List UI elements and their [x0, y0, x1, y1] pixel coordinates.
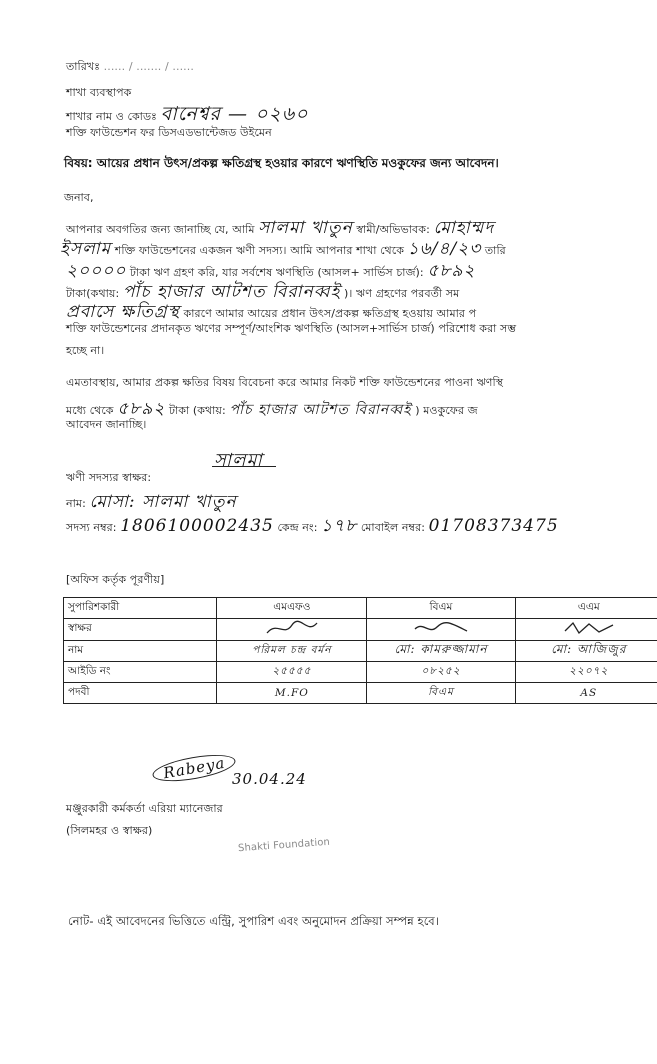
- body-text: টাকা(কথায়:: [66, 287, 120, 300]
- table-cell: ২৫৫৫৫: [217, 662, 367, 683]
- date-label: তারিখঃ: [66, 60, 101, 73]
- approver-signature: Rabeya: [151, 750, 238, 786]
- mobile-label: মোবাইল নম্বর:: [360, 521, 426, 534]
- signature-cell: [515, 619, 657, 641]
- table-cell: ০৮২৫২: [367, 662, 515, 683]
- signature-scribble-icon: [411, 619, 471, 637]
- seal-signature-note: (সিলমহর ও স্বাক্ষর): [66, 824, 153, 837]
- body-text: স্বামী/অভিভাবক:: [356, 223, 430, 236]
- signature-cell: [217, 619, 367, 641]
- member-id-handwritten: 1806100002435: [120, 516, 274, 536]
- table-cell: পরিমল চন্দ্র বর্মন: [217, 641, 367, 662]
- body-text: টাকা ঋণ গ্রহণ করি, যার সর্বশেষ ঋণস্থিতি (আসল+ সার্ভিস চার্জ):: [129, 266, 424, 279]
- body-text: মধ্যে থেকে: [66, 404, 114, 417]
- table-cell: ২২০৭২: [515, 662, 657, 683]
- table-cell: মো: আজিজুর: [515, 641, 657, 662]
- body-line-7: হচ্ছে না।: [66, 344, 105, 357]
- table-header-cell: সুপারিশকারী: [64, 598, 217, 619]
- member-id-line: [66, 513, 559, 541]
- approver-title: মঞ্জুরকারী কর্মকর্তা এরিয়া ম্যানেজার: [66, 802, 223, 815]
- body-text: )। ঋণ গ্রহণের পরবর্তী সম: [344, 287, 460, 300]
- guardian-name-handwritten: মোহাম্মদ: [433, 218, 495, 238]
- body-text: কারণে আমার আয়ের প্রধান উৎস/প্রকল্প ক্ষতিগ্রস্থ হওয়ায় আমার প: [183, 307, 477, 320]
- reason-handwritten: প্রবাসে ক্ষতিগ্রস্থ: [66, 302, 180, 322]
- loan-amount-handwritten: ২০০০০: [66, 261, 127, 281]
- waiver-words-handwritten: পাঁচ হাজার আটশত বিরানব্বই: [229, 402, 412, 418]
- date-blank: ...... / ....... / ......: [103, 60, 194, 73]
- member-name-label: নাম:: [66, 497, 86, 510]
- row-label: স্বাক্ষর: [64, 619, 217, 641]
- table-header-cell: এএম: [515, 598, 657, 619]
- office-use-note: [অফিস কর্তৃক পূরণীয়]: [66, 573, 165, 586]
- member-sign-label: ঋণী সদস্যর স্বাক্ষর:: [66, 471, 152, 484]
- approval-date-handwritten: 30.04.24: [232, 770, 307, 788]
- organization-line: শক্তি ফাউন্ডেশন ফর ডিসএডভান্টেজড উইমেন: [66, 126, 272, 139]
- body-text: টাকা (কথায়:: [168, 404, 226, 417]
- request-line-1: এমতাবস্থায়, আমার প্রকল্প ক্ষতির বিষয় বিবেচনা করে আমার নিকট শক্তি ফাউন্ডেশনের পাওনা ঋণস্থি: [66, 376, 504, 389]
- body-text: তারি: [484, 244, 506, 257]
- salutation: জনাব,: [64, 191, 94, 204]
- member-id-label: সদস্য নম্বর:: [66, 521, 117, 534]
- table-cell: AS: [515, 683, 657, 704]
- table-header-cell: এমএফও: [217, 598, 367, 619]
- center-label: কেন্দ্র নং:: [277, 521, 318, 534]
- table-cell: মো: কামরুজ্জামান: [367, 641, 515, 662]
- recommendation-table: [63, 597, 657, 704]
- subject-line: বিষয়: আয়ের প্রধান উৎস/প্রকল্প ক্ষতিগ্রস্থ হওয়ার কারণে ঋণস্থিতি মওকুফের জন্য আবেদন।: [64, 156, 499, 170]
- date-line: [66, 58, 194, 77]
- signature-scribble-icon: [262, 619, 322, 637]
- recipient-line: শাখা ব্যবস্থাপক: [66, 86, 132, 99]
- table-row: [64, 619, 657, 641]
- branch-value: বানেশ্বর — ০২৬০: [160, 103, 309, 125]
- body-line-6: শক্তি ফাউন্ডেশনের প্রদানকৃত ঋণের সম্পূর্ণ/আংশিক ঋণস্থিতি (আসল+সার্ভিস চার্জ) পরিশোধ করা সম্ভ: [66, 322, 517, 335]
- table-cell: বিএম: [367, 683, 515, 704]
- balance-words-handwritten: পাঁচ হাজার আটশত বিরানব্বই: [122, 282, 341, 302]
- loan-date-handwritten: ১৬/৪/২৩: [407, 239, 482, 259]
- guardian-name-cont-handwritten: ইসলাম: [60, 239, 112, 259]
- request-line-3: আবেদন জানাচ্ছি।: [66, 418, 147, 431]
- table-row: [64, 683, 657, 704]
- row-label: নাম: [64, 641, 217, 662]
- balance-handwritten: ৫৮৯২: [427, 261, 476, 281]
- row-label: পদবী: [64, 683, 217, 704]
- body-text: ) মওকুফের জ: [415, 404, 478, 417]
- organization-seal: Shakti Foundation: [237, 836, 331, 855]
- body-text: শক্তি ফাউন্ডেশনের একজন ঋণী সদস্য। আমি আপনার শাখা থেকে: [114, 244, 404, 257]
- signature-scribble-icon: [559, 619, 619, 637]
- center-number-handwritten: ১৭৮: [321, 516, 358, 536]
- table-header-cell: বিএম: [367, 598, 515, 619]
- table-cell: M.FO: [217, 683, 367, 704]
- applicant-name-handwritten: সালমা খাতুন: [258, 218, 353, 238]
- table-header-row: [64, 598, 657, 619]
- table-row: [64, 641, 657, 662]
- table-row: [64, 662, 657, 683]
- member-signature: সালমা: [214, 450, 263, 471]
- member-name-handwritten: মোসা: সালমা খাতুন: [89, 492, 237, 512]
- branch-label: শাখার নাম ও কোডঃ: [66, 110, 158, 123]
- footer-note: নোট- এই আবেদনের ভিত্তিতে এন্ট্রি, সুপারিশ এবং অনুমোদন প্রক্রিয়া সম্পন্ন হবে।: [68, 914, 440, 928]
- row-label: আইডি নং: [64, 662, 217, 683]
- body-text: আপনার অবগতির জন্য জানাচ্ছি যে, আমি: [66, 223, 255, 236]
- signature-cell: [367, 619, 515, 641]
- waiver-amount-handwritten: ৫৮৯২: [117, 399, 166, 419]
- mobile-number-handwritten: 01708373475: [428, 516, 559, 536]
- signature-underline: [212, 466, 276, 467]
